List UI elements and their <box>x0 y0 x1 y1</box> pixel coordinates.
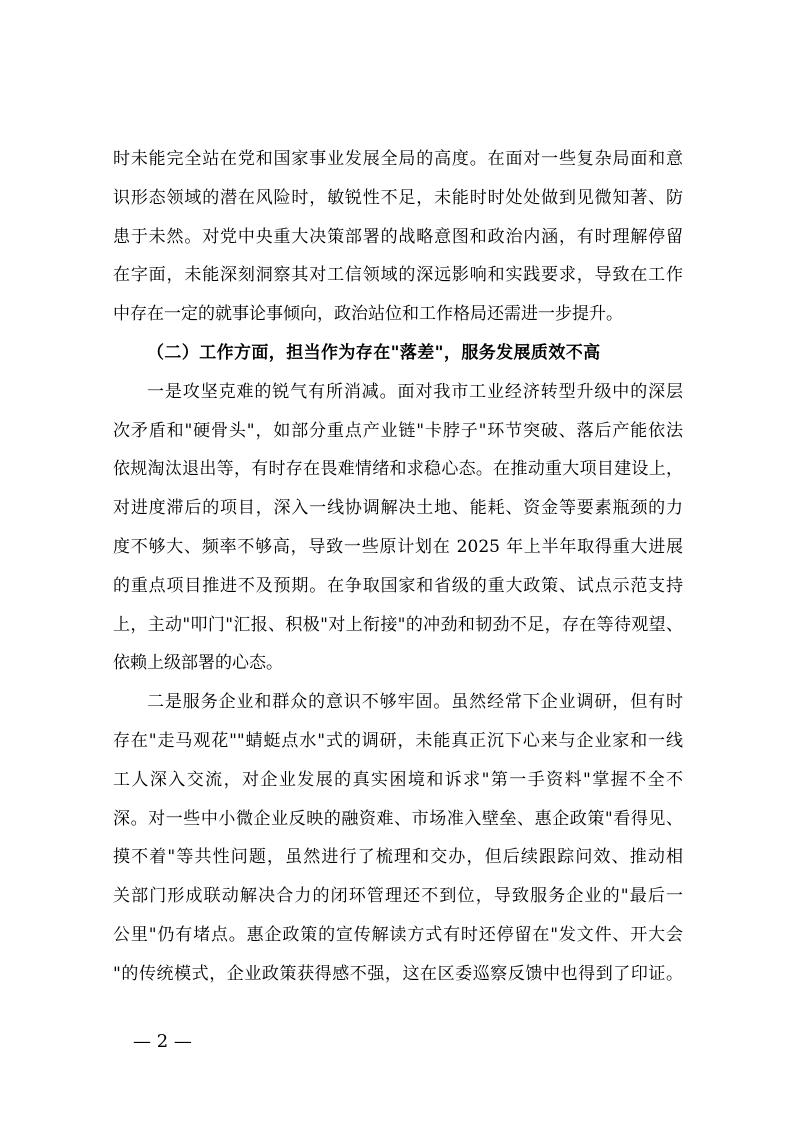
text-line: 识形态领域的潜在风险时，敏锐性不足，未能时时处处做到见微知著、防 <box>113 187 683 208</box>
text-line: 度不够大、频率不够高，导致一些原计划在 2025 年上半年取得重大进展 <box>113 536 683 557</box>
section-heading-text: （二）工作方面，担当作为存在"落差"，服务发展质效不高 <box>147 342 601 363</box>
text-line: 工人深入交流，对企业发展的真实困境和诉求"第一手资料"掌握不全不 <box>113 769 683 790</box>
text-line: 公里"仍有堵点。惠企政策的宣传解读方式有时还停留在"发文件、开大会 <box>113 924 683 945</box>
text-line: 依规淘汰退出等，有时存在畏难情绪和求稳心态。在推动重大项目建设上， <box>113 459 683 480</box>
text-line: 关部门形成联动解决合力的闭环管理还不到位，导致服务企业的"最后一 <box>113 886 683 907</box>
text-line: 的重点项目推进不及预期。在争取国家和省级的重大政策、试点示范支持 <box>113 575 683 596</box>
text-line: 二是服务企业和群众的意识不够牢固。虽然经常下企业调研，但有时 <box>147 692 683 713</box>
text-line: 在字面，未能深刻洞察其对工信领域的深远影响和实践要求，导致在工作 <box>113 265 683 286</box>
text-line: 时未能完全站在党和国家事业发展全局的高度。在面对一些复杂局面和意 <box>113 149 683 169</box>
text-line: 上，主动"叩门"汇报、积极"对上衔接"的冲劲和韧劲不足，存在等待观望、 <box>113 614 683 635</box>
text-line: 患于未然。对党中央重大决策部署的战略意图和政治内涵，有时理解停留 <box>113 226 683 247</box>
text-line: "的传统模式，企业政策获得感不强，这在区委巡察反馈中也得到了印证。 <box>113 963 683 984</box>
text-line: 依赖上级部署的心态。 <box>113 653 283 674</box>
body-paragraph-1 <box>113 140 683 334</box>
body-paragraph-2 <box>113 373 683 683</box>
text-line: 对进度滞后的项目，深入一线协调解决土地、能耗、资金等要素瓶颈的力 <box>113 498 683 519</box>
text-line: 中存在一定的就事论事倾向，政治站位和工作格局还需进一步提升。 <box>113 304 623 325</box>
text-line: 次矛盾和"硬骨头"，如部分重点产业链"卡脖子"环节突破、落后产能依法 <box>113 420 683 441</box>
text-line: 摸不着"等共性问题，虽然进行了梳理和交办，但后续跟踪问效、推动相 <box>113 847 683 868</box>
page-number: — 2 — <box>133 1031 192 1052</box>
text-line: 深。对一些中小微企业反映的融资难、市场准入壁垒、惠企政策"看得见、 <box>113 808 683 829</box>
document-body <box>113 140 683 994</box>
body-paragraph-3 <box>113 683 683 993</box>
section-heading <box>113 334 683 373</box>
text-line: 存在"走马观花""蜻蜓点水"式的调研，未能真正沉下心来与企业家和一线 <box>113 730 683 751</box>
text-line: 一是攻坚克难的锐气有所消减。面对我市工业经济转型升级中的深层 <box>147 381 683 402</box>
